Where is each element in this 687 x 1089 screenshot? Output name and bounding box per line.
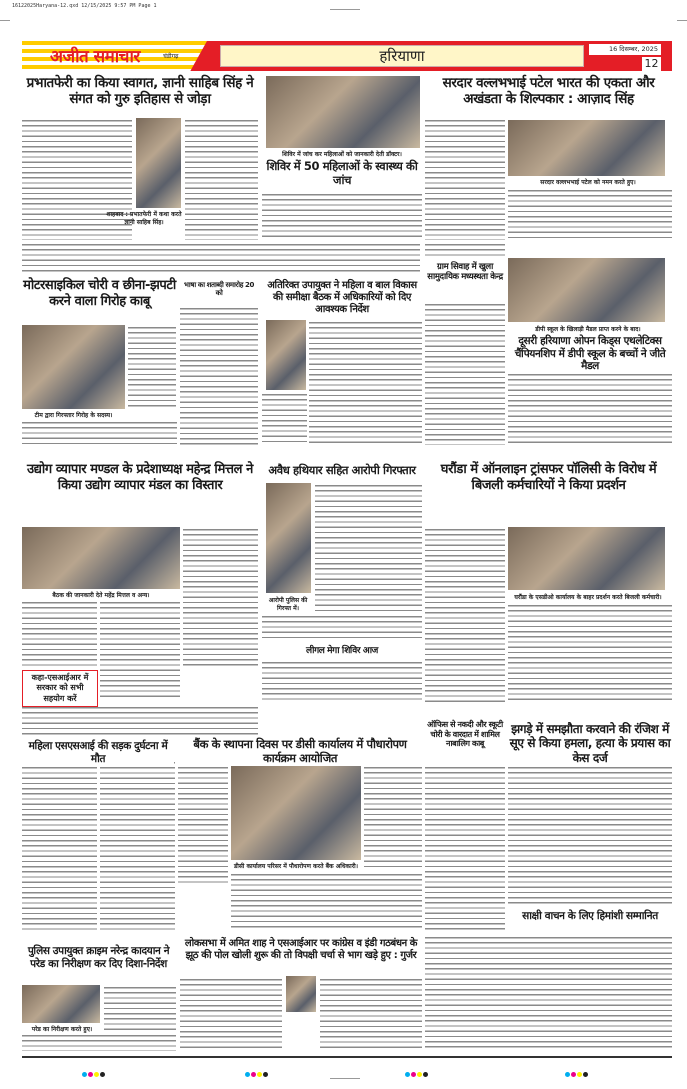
headline: पुलिस उपायुक्त क्राइम नरेन्द्र कादयान ने परेड का निरीक्षण कर दिए दिशा-निर्देश: [22, 945, 175, 970]
article-body: [22, 242, 420, 274]
headline: लीगल मेगा शिविर आज: [262, 646, 422, 657]
headline: घरौंडा में ऑनलाइन ट्रांसफर पॉलिसी के विरोध में बिजली कर्मचारियों ने किया प्रदर्शन: [425, 462, 672, 493]
article-body: [185, 118, 258, 240]
article-body: [100, 600, 180, 700]
headline: ग्राम सिवाह में खुला सामुदायिक मध्यस्थता केन्द्र: [425, 262, 505, 282]
headline: दूसरी हरियाणा ओपन किड्स एथलेटिक्स चैंपियनशिप में डीपी स्कूल के बच्चों ने जीते मैडल: [508, 335, 672, 373]
registration-mark: [330, 1078, 360, 1079]
photo-caption: सरदार वल्लभभाई पटेल को नमन करते हुए।: [540, 179, 636, 186]
article-body: [22, 600, 97, 667]
article-body: [100, 760, 175, 930]
article-body: [309, 320, 422, 445]
photo-caption: आरोपी पुलिस की गिरफ्त में।: [268, 597, 308, 612]
callout-box: कहा-एसआईआर में सरकार को सभी सहयोग करें: [22, 670, 98, 707]
page-number: 12: [642, 57, 661, 71]
photo: [22, 985, 100, 1023]
issue-date: 16 दिसम्बर, 2025: [589, 44, 661, 55]
article-body: [262, 614, 422, 642]
color-registration-dots: [405, 1062, 429, 1081]
article-body: [262, 192, 422, 240]
section-title: हरियाणा: [220, 45, 584, 67]
photo: [136, 118, 181, 208]
photo-caption: डीसी कार्यालय परिसर में पौधारोपण करते बैंक अधिकारी।: [233, 863, 358, 870]
article-body: [315, 483, 422, 613]
article-body: [508, 372, 672, 445]
article-body: [425, 765, 505, 930]
headline: शिविर में 50 महिलाओं के स्वास्थ्य की जांच: [262, 160, 422, 188]
photo: [231, 765, 361, 860]
article-body: [22, 1033, 176, 1051]
article-body: [180, 306, 258, 445]
edition-city: चंडीगढ़: [163, 53, 179, 60]
article-body: [262, 660, 422, 700]
headline: सरदार वल्लभभाई पटेल भारत की एकता और अखंडता के शिल्पकार : आज़ाद सिंह: [425, 75, 672, 107]
article-body: [508, 603, 672, 703]
photo-caption: शाहबाद : प्रभातफेरी में कथा करते ज्ञानी साहिब सिंह।: [106, 211, 182, 226]
photo-caption: घरौंडा के एसडीओ कार्यालय के बाहर प्रदर्शन करते बिजली कर्मचारी।: [514, 594, 662, 601]
photo: [266, 483, 311, 593]
headline: अतिरिक्त उपायुक्त ने महिला व बाल विकास की समीक्षा बैठक में अधिकारियों को दिए आवश्यक निर्देश: [262, 280, 422, 316]
headline: बैंक के स्थापना दिवस पर डीसी कार्यालय में पौधारोपण कार्यक्रम आयोजित: [178, 738, 422, 766]
article-body: [425, 302, 505, 445]
article-body: [508, 188, 672, 240]
headline: भाषा का शताब्दी समारोह 20 को: [180, 281, 258, 298]
headline: साक्षी वाचन के लिए हिमांशी सम्मानित: [508, 910, 672, 923]
photo-caption: डीपी स्कूल के खिलाड़ी मैडल प्राप्त करने के बाद।: [535, 326, 641, 333]
headline: अवैध हथियार सहित आरोपी गिरफ्तार: [262, 464, 422, 478]
article-body: [180, 977, 282, 1051]
article-body: [508, 765, 672, 905]
file-slug: 16122025Haryana-12.qxd 12/15/2025 9:57 PM Page 1: [12, 3, 157, 9]
headline: प्रभातफेरी का किया स्वागत, ज्ञानी साहिब सिंह ने संगत को गुरु इतिहास से जोड़ा: [22, 75, 258, 107]
color-registration-dots: [565, 1062, 589, 1081]
logo: अजीत समाचार: [50, 47, 140, 67]
headline: महिला एसएसआई की सड़क दुर्घटना में मौत: [22, 740, 174, 765]
article-body: [104, 985, 176, 1033]
headline: मोटरसाइकिल चोरी व छीना-झपटी करने वाला गिरोह काबू: [23, 278, 176, 309]
article-body: [320, 977, 422, 1051]
article-body: [128, 325, 176, 410]
headline: लोकसभा में अमित शाह ने एसआईआर पर कांग्रेस व इंडी गठबंधन के झूठ की पोल खोली शुरू की तो विपक्षी चर्चा से भाग खड़े हुए : गुर्जर: [180, 938, 422, 962]
article-body: [425, 527, 505, 702]
color-registration-dots: [245, 1062, 269, 1081]
article-body: [22, 705, 258, 735]
photo: [22, 325, 125, 409]
article-body: [425, 118, 505, 240]
headline: ऑफिस से नकदी और स्कूटी चोरी के वारदात में शामिल नाबालिग काबू: [425, 720, 505, 749]
photo-caption: बैठक की जानकारी देते महेंद्र मित्तल व अन्य।: [52, 592, 150, 599]
headline: उद्योग व्यापार मण्डल के प्रदेशाध्यक्ष महेन्द्र मित्तल ने किया उद्योग व्यापार मंडल का विस्तार: [22, 462, 258, 493]
article-body: [425, 242, 505, 258]
crop-mark: [677, 20, 687, 21]
photo: [266, 320, 306, 390]
article-body: [425, 935, 672, 1051]
article-body: [22, 420, 177, 445]
article-body: [364, 765, 422, 870]
footer-rule: [22, 1056, 672, 1058]
color-registration-dots: [82, 1062, 106, 1081]
registration-mark: [330, 9, 360, 10]
article-body: [262, 392, 307, 445]
article-body: [22, 760, 97, 930]
photo: [22, 527, 180, 589]
photo: [286, 976, 316, 1012]
photo-caption: परेड का निरीक्षण करते हुए।: [31, 1026, 93, 1033]
photo-caption: शिविर में जांच कर महिलाओं को जानकारी देती डॉक्टर।: [282, 151, 402, 158]
photo-caption: टीम द्वारा गिरफ्तार गिरोह के सदस्य।: [34, 412, 113, 419]
photo: [266, 76, 420, 148]
article-body: [178, 765, 228, 885]
headline: झगड़े में समझौता करवाने की रंजिश में सूए से किया हमला, हत्या के प्रयास का केस दर्ज: [509, 722, 671, 765]
crop-mark: [0, 20, 10, 21]
photo: [508, 527, 665, 590]
article-body: [183, 527, 258, 667]
photo: [508, 258, 665, 322]
photo: [508, 120, 665, 176]
article-body: [231, 872, 422, 930]
